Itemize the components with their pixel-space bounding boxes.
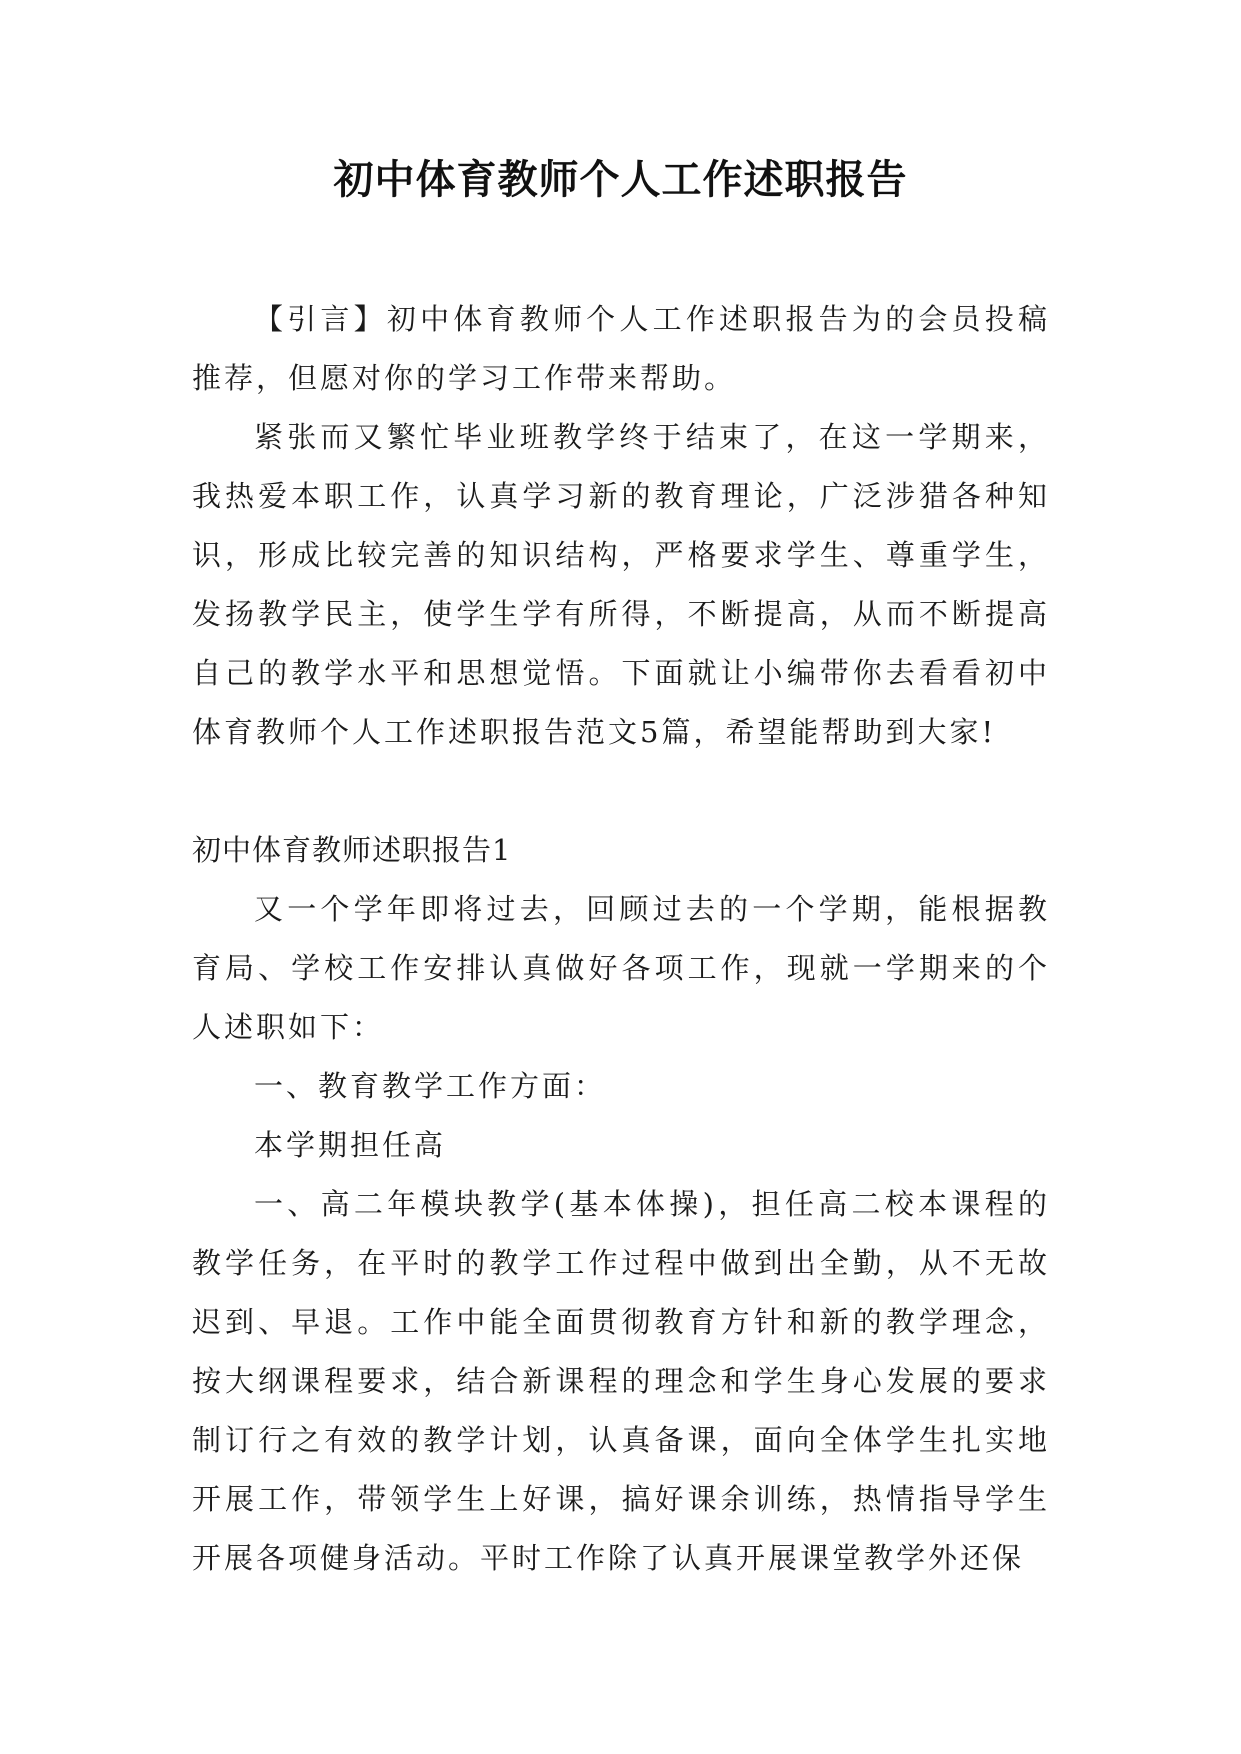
section-paragraph: 又一个学年即将过去，回顾过去的一个学期，能根据教育局、学校工作安排认真做好各项工作，现就一学期来的个人述职如下： <box>192 892 1050 1044</box>
paragraph-spacer <box>192 762 1050 821</box>
section-heading: 初中体育教师述职报告1 <box>192 833 512 867</box>
document-title: 初中体育教师个人工作述职报告 <box>333 157 908 203</box>
section-paragraph: 本学期担任高 <box>254 1128 447 1162</box>
section-paragraph: 一、高二年模块教学(基本体操)，担任高二校本课程的教学任务，在平时的教学工作过程中做到出全勤，从不无故迟到、早退。工作中能全面贯彻教育方针和新的教学理念，按大纲课程要求，结合新课程的理念和学生身心发展的要求制订行之有效的教学计划，认真备课，面向全体学生扎实地开展工作，带领学生上好课，搞好课余训练，热情指导学生开展各项健身活动。平时工作除了认真开展课堂教学外还保 <box>192 1187 1050 1575</box>
intro-paragraph: 【引言】初中体育教师个人工作述职报告为的会员投稿推荐，但愿对你的学习工作带来帮助。 <box>192 302 1050 395</box>
document-body <box>192 290 1050 1588</box>
intro-paragraph: 紧张而又繁忙毕业班教学终于结束了，在这一学期来，我热爱本职工作，认真学习新的教育理论，广泛涉猎各种知识，形成比较完善的知识结构，严格要求学生、尊重学生，发扬教学民主，使学生学有所得，不断提高，从而不断提高自己的教学水平和思想觉悟。下面就让小编带你去看看初中体育教师个人工作述职报告范文5篇，希望能帮助到大家! <box>192 420 1050 749</box>
section-subheading: 一、教育教学工作方面： <box>254 1069 607 1103</box>
